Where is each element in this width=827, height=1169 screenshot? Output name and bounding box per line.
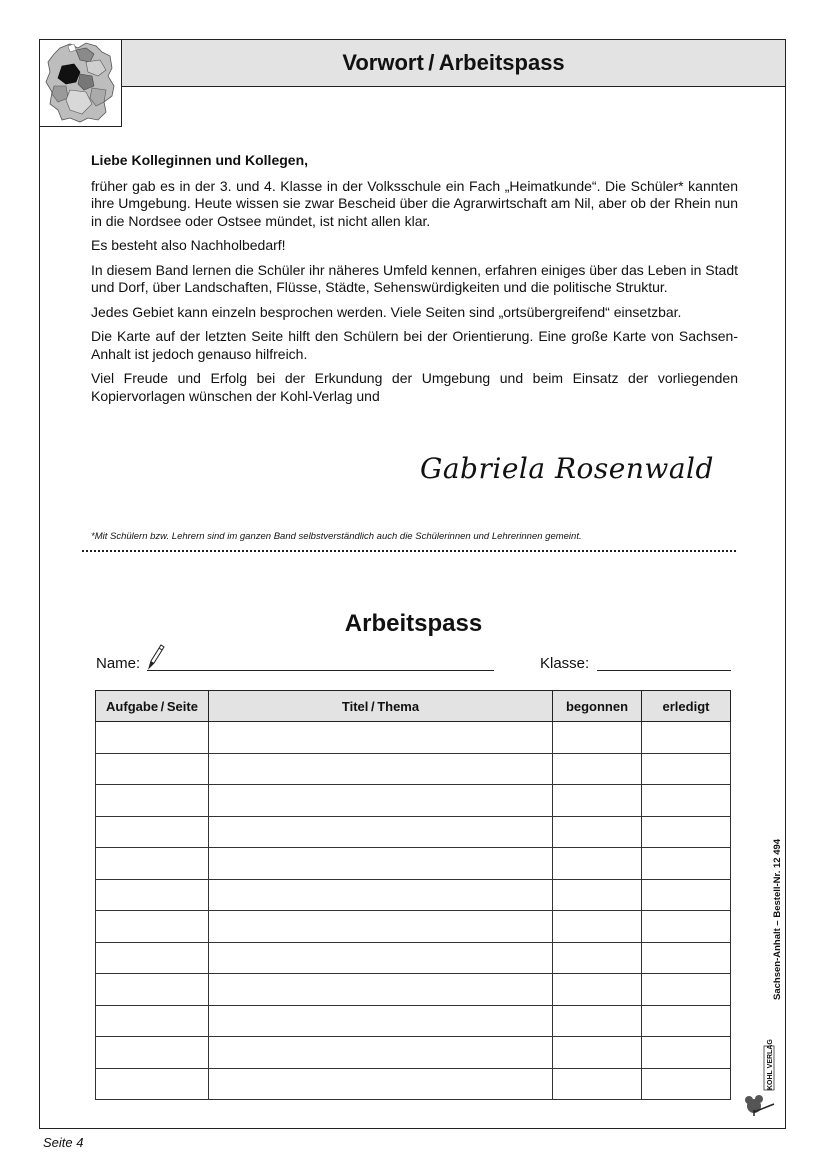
task-cell[interactable] [96,753,209,785]
title-cell[interactable] [209,974,553,1006]
started-cell[interactable] [553,785,642,817]
done-cell[interactable] [642,942,731,974]
class-field[interactable] [597,670,731,671]
started-cell[interactable] [553,848,642,880]
done-cell[interactable] [642,848,731,880]
table-row [96,1037,731,1069]
task-cell[interactable] [96,1068,209,1100]
task-cell[interactable] [96,848,209,880]
done-cell[interactable] [642,753,731,785]
table-row [96,785,731,817]
signature: Gabriela Rosenwald [420,452,714,485]
page-number: Seite 4 [43,1135,84,1150]
class-label: Klasse: [540,655,590,672]
task-cell[interactable] [96,1005,209,1037]
done-cell[interactable] [642,1037,731,1069]
title-cell[interactable] [209,1037,553,1069]
paragraph-6: Viel Freude und Erfolg bei der Erkundung der Umgebung und beim Einsatz der vorliegenden Kopiervorlagen wünschen der Kohl-Verlag und [91,370,738,404]
table-row [96,722,731,754]
greeting: Liebe Kolleginnen und Kollegen, [91,152,309,168]
done-cell[interactable] [642,722,731,754]
done-cell[interactable] [642,879,731,911]
task-cell[interactable] [96,785,209,817]
table-row [96,816,731,848]
paragraph-1: früher gab es in der 3. und 4. Klasse in der Volksschule ein Fach „Heimatkunde“. Die Schüler* kannten ihre Umgebung. Heute wissen sie zwar Bescheid über die Agrarwirtschaft am Nil, aber ob der Rhein nun in die Nordsee oder Ostsee mündet, ist nicht allen klar. [91,177,738,229]
title-cell[interactable] [209,722,553,754]
started-cell[interactable] [553,1068,642,1100]
title-cell[interactable] [209,816,553,848]
paragraph-3: In diesem Band lernen die Schüler ihr näheres Umfeld kennen, erfahren einiges über das Leben in Stadt und Dorf, über Landschaften, Flüsse, Städte, Sehenswürdigkeiten und die politische Struktur. [91,261,738,295]
task-cell[interactable] [96,1037,209,1069]
table-row [96,1005,731,1037]
column-header-title: Titel / Thema [209,691,553,722]
done-cell[interactable] [642,816,731,848]
logo-box [39,39,122,127]
table-row [96,848,731,880]
title-cell[interactable] [209,879,553,911]
title-cell[interactable] [209,848,553,880]
done-cell[interactable] [642,911,731,943]
side-info-text: Sachsen-Anhalt – Bestell-Nr. 12 494 [772,838,783,1000]
publisher-name: KOHL VERLAG [767,1039,774,1090]
done-cell[interactable] [642,1005,731,1037]
table-row [96,1068,731,1100]
title-cell[interactable] [209,753,553,785]
work-pass-table [95,690,731,1100]
started-cell[interactable] [553,942,642,974]
started-cell[interactable] [553,753,642,785]
started-cell[interactable] [553,879,642,911]
table-row [96,879,731,911]
task-cell[interactable] [96,911,209,943]
done-cell[interactable] [642,1068,731,1100]
started-cell[interactable] [553,722,642,754]
title-cell[interactable] [209,1068,553,1100]
table-row [96,942,731,974]
germany-map-icon [40,40,120,125]
column-header-done: erledigt [642,691,731,722]
started-cell[interactable] [553,911,642,943]
title-cell[interactable] [209,911,553,943]
done-cell[interactable] [642,974,731,1006]
title-cell[interactable] [209,942,553,974]
preface-text [91,152,738,412]
started-cell[interactable] [553,974,642,1006]
title-cell[interactable] [209,1005,553,1037]
paragraph-4: Jedes Gebiet kann einzeln besprochen werden. Viele Seiten sind „ortsübergreifend“ einsetzbar. [91,303,682,320]
table-row [96,753,731,785]
page-title: Vorwort / Arbeitspass [121,39,786,87]
cut-line [82,550,736,552]
column-header-task: Aufgabe / Seite [96,691,209,722]
done-cell[interactable] [642,785,731,817]
table-header-row [96,691,731,722]
task-cell[interactable] [96,942,209,974]
worksheet-title: Arbeitspass [344,610,483,637]
table-row [96,911,731,943]
task-cell[interactable] [96,816,209,848]
paragraph-5: Die Karte auf der letzten Seite hilft den Schülern bei der Orientierung. Eine große Karte von Sachsen-Anhalt ist jedoch genauso hilfreich. [91,328,738,362]
started-cell[interactable] [553,1037,642,1069]
task-cell[interactable] [96,879,209,911]
name-label: Name: [96,655,141,672]
footnote: *Mit Schülern bzw. Lehrern sind im ganzen Band selbstverständlich auch die Schülerinnen und Lehrerinnen gemeint. [91,531,582,542]
task-cell[interactable] [96,722,209,754]
title-cell[interactable] [209,785,553,817]
task-cell[interactable] [96,974,209,1006]
column-header-started: begonnen [553,691,642,722]
name-field[interactable] [147,670,494,671]
table-row [96,974,731,1006]
started-cell[interactable] [553,1005,642,1037]
started-cell[interactable] [553,816,642,848]
paragraph-2: Es besteht also Nachholbedarf! [91,237,286,253]
side-print-info [772,839,783,1000]
